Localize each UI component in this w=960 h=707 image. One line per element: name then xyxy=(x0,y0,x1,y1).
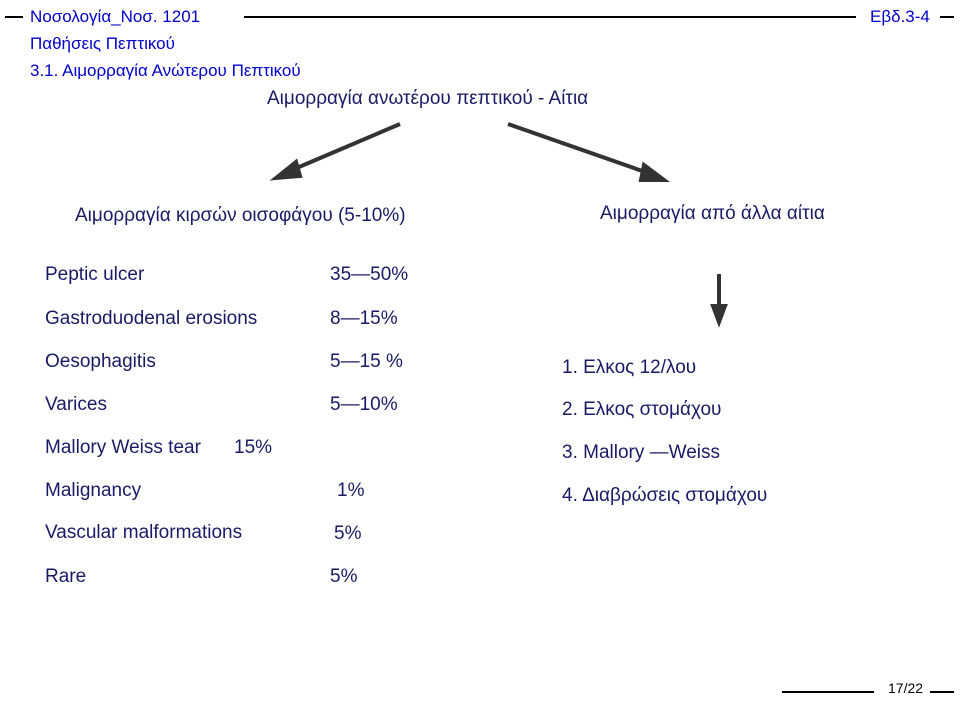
arrow-right-head xyxy=(641,165,664,180)
arrow-right-line xyxy=(508,124,648,173)
row-value-vascular: 5% xyxy=(334,523,362,544)
list-item-3: 3. Mallory —Weiss xyxy=(562,442,721,463)
page-number: 17/22 xyxy=(888,680,924,696)
row-label-erosions: Gastroduodenal erosions xyxy=(45,308,258,329)
arrow-left-head xyxy=(276,162,300,178)
slide-title: Αιμορραγία ανωτέρου πεπτικού - Αίτια xyxy=(267,88,589,109)
row-label-mallory: Mallory Weiss tear xyxy=(45,437,201,458)
row-label-vascular: Vascular malformations xyxy=(45,522,243,543)
section-title: 3.1. Αιμορραγία Ανώτερου Πεπτικού xyxy=(30,61,301,80)
row-label-peptic: Peptic ulcer xyxy=(45,264,145,285)
left-branch-heading: Αιμορραγία κιρσών οισοφάγου (5-10%) xyxy=(75,205,406,226)
row-value-varices: 5—10% xyxy=(330,394,398,415)
row-value-malignancy: 1% xyxy=(337,480,365,501)
arrow-left-line xyxy=(292,124,400,170)
row-value-mallory: 15% xyxy=(234,437,273,458)
row-value-peptic: 35—50% xyxy=(330,264,409,285)
footer-rule-short xyxy=(930,691,954,693)
list-item-4: 4. Διαβρώσεις στομάχου xyxy=(562,485,768,506)
row-label-oesophagitis: Oesophagitis xyxy=(45,351,156,372)
row-label-malignancy: Malignancy xyxy=(45,480,142,501)
course-title: Νοσολογία_Νοσ. 1201 xyxy=(30,7,201,26)
footer-rule-long xyxy=(782,691,874,693)
list-item-1: 1. Ελκος 12/λου xyxy=(562,357,697,378)
week-code: Εβδ.3-4 xyxy=(870,7,930,26)
row-value-erosions: 8—15% xyxy=(330,308,398,329)
row-value-rare: 5% xyxy=(330,566,358,587)
arrow-down-head xyxy=(713,306,725,322)
row-label-varices: Varices xyxy=(45,394,107,415)
list-item-2: 2. Ελκος στομάχου xyxy=(562,399,722,420)
row-label-rare: Rare xyxy=(45,566,87,587)
chapter-title: Παθήσεις Πεπτικού xyxy=(30,34,175,53)
row-value-oesophagitis: 5—15 % xyxy=(330,351,403,372)
right-branch-heading: Αιμορραγία από άλλα αίτια xyxy=(600,203,825,224)
